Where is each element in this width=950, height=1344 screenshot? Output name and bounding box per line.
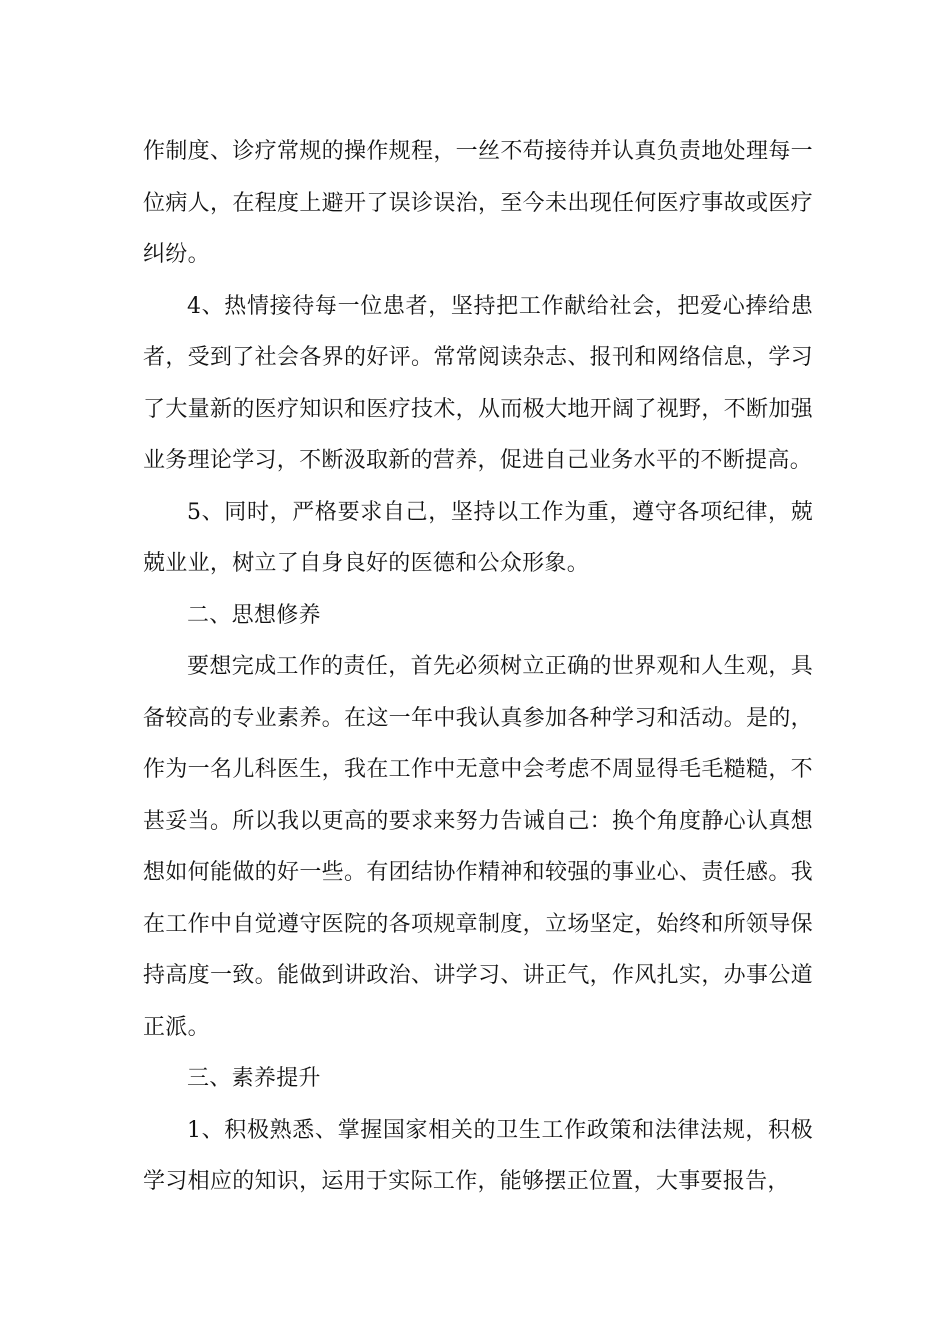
paragraph-item-5: 5、同时，严格要求自己，坚持以工作为重，遵守各项纪律，兢兢业业，树立了自身良好的医德和公众形象。: [143, 499, 813, 576]
section-heading-quality-improvement: 三、素养提升: [187, 1066, 321, 1091]
document-body: [143, 126, 813, 1208]
section-heading-ideological-cultivation: 二、思想修养: [187, 602, 321, 628]
paragraph-item-1: 1、积极熟悉、掌握国家相关的卫生工作政策和法律法规，积极学习相应的知识，运用于实际工作，能够摆正位置，大事要报告，: [143, 1117, 813, 1194]
paragraph-item-4: 4、热情接待每一位患者，坚持把工作献给社会，把爱心捧给患者，受到了社会各界的好评。常常阅读杂志、报刊和网络信息，学习了大量新的医疗知识和医疗技术，从而极大地开阔了视野，不断加强业务理论学习，不断汲取新的营养，促进自己业务水平的不断提高。: [143, 293, 813, 473]
paragraph-ideological-cultivation: 要想完成工作的责任，首先必须树立正确的世界观和人生观，具备较高的专业素养。在这一年中我认真参加各种学习和活动。是的，作为一名儿科医生，我在工作中无意中会考虑不周显得毛毛糙糙，不甚妥当。所以我以更高的要求来努力告诫自己：换个角度静心认真想想如何能做的好一些。有团结协作精神和较强的事业心、责任感。我在工作中自觉遵守医院的各项规章制度，立场坚定，始终和所领导保持高度一致。能做到讲政治、讲学习、讲正气，作风扎实，办事公道正派。: [143, 654, 813, 1040]
paragraph-continuation: 作制度、诊疗常规的操作规程，一丝不苟接待并认真负责地处理每一位病人，在程度上避开了误诊误治，至今未出现任何医疗事故或医疗纠纷。: [143, 139, 813, 267]
